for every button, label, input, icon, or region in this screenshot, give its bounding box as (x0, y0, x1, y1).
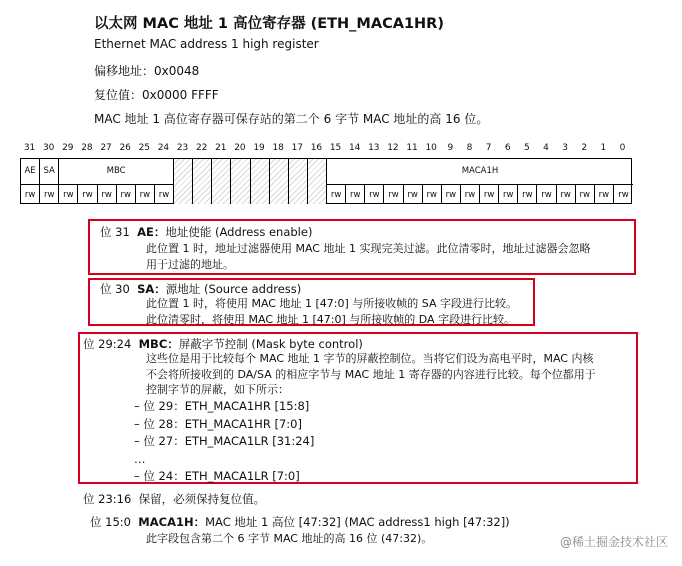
access-type-cell: rw (518, 184, 537, 204)
bit-number: 12 (387, 143, 399, 153)
field-mbc-header (83, 336, 363, 352)
bit-number: 23 (176, 143, 189, 153)
list-item: – 位 28：ETH_MACA1HR [7:0] (134, 416, 302, 431)
field-mbc-cell: MBC (59, 159, 174, 184)
field-sa-pos: 位 30 (100, 282, 130, 296)
bit-number: 15 (329, 143, 342, 153)
watermark: @稀土掘金技术社区 (559, 535, 668, 549)
access-type-cell: rw (327, 184, 346, 204)
list-item: … (134, 451, 146, 466)
field-reserved-text: 保留，必须保持复位值。 (138, 492, 266, 506)
field-mbc-title: 屏蔽字节控制 (Mask byte control) (178, 337, 363, 351)
access-type-cell: rw (537, 184, 556, 204)
field-ae-name: AE： (137, 225, 166, 239)
reserved-bit-cell (231, 159, 250, 204)
access-type-cell: rw (576, 184, 595, 204)
access-type-cell: rw (21, 184, 40, 204)
access-type-cell: rw (423, 184, 442, 204)
field-mbc-line: 不会将所接收到的 DA/SA 的相应字节与 MAC 地址 1 寄存器的内容进行比较。每个位都用于 (146, 367, 596, 381)
access-type-cell: rw (155, 184, 174, 204)
bit-number: 9 (447, 143, 454, 153)
bit-number: 16 (310, 143, 323, 153)
field-sa-title: 源地址 (Source address) (165, 282, 302, 296)
field-ae-line: 此位置 1 时，地址过滤器使用 MAC 地址 1 实现完美过滤。此位清零时，地址过滤器会忽略 (146, 242, 591, 255)
register-table (20, 158, 632, 204)
bit-number: 22 (195, 143, 208, 153)
register-description: MAC 地址 1 高位寄存器可保存站的第二个 6 字节 MAC 地址的高 16 位。 (94, 112, 489, 126)
field-sa-name: SA： (137, 282, 166, 296)
field-mbc-name: MBC： (138, 337, 179, 351)
field-maca1h-name: MACA1H： (138, 515, 206, 529)
bit-number: 5 (523, 143, 530, 153)
field-mbc-list (134, 398, 314, 486)
access-type-cell: rw (557, 184, 576, 204)
access-type-cell: rw (136, 184, 155, 204)
access-type-cell: rw (78, 184, 97, 204)
field-ae-header (100, 224, 312, 240)
reserved-bit-cell (270, 159, 289, 204)
field-ae-title: 地址使能 (Address enable) (165, 225, 313, 239)
access-type-cell: rw (98, 184, 117, 204)
field-reserved-pos: 位 23:16 (83, 492, 132, 506)
bit-number: 10 (425, 143, 437, 153)
offset-address: 偏移地址：0x0048 (94, 64, 200, 78)
bit-number: 21 (215, 143, 227, 153)
access-type-cell: rw (365, 184, 384, 204)
bit-number: 8 (466, 143, 473, 153)
bit-number: 25 (138, 143, 151, 153)
bit-number: 29 (62, 143, 74, 153)
access-type-cell: rw (346, 184, 365, 204)
access-type-cell: rw (40, 184, 59, 204)
access-type-cell: rw (384, 184, 403, 204)
bit-number: 13 (368, 143, 380, 153)
field-maca1h-pos: 位 15:0 (90, 515, 131, 529)
list-item: – 位 24：ETH_MACA1LR [7:0] (134, 469, 300, 483)
access-type-cell: rw (117, 184, 136, 204)
bit-number: 17 (291, 143, 304, 153)
field-sa-line: 此位清零时，将使用 MAC 地址 1 [47:0] 与所接收帧的 DA 字段进行比较。 (146, 312, 516, 326)
bit-number: 24 (157, 143, 170, 153)
field-ae-text (146, 241, 590, 272)
reset-value: 复位值：0x0000 FFFF (94, 88, 219, 102)
bit-number-row (20, 143, 632, 157)
bit-number: 26 (119, 143, 131, 153)
bit-number: 18 (272, 143, 284, 153)
bit-number: 11 (406, 143, 418, 153)
field-reserved-header (83, 491, 265, 507)
bit-number: 19 (253, 143, 265, 153)
reserved-bit-cell (308, 159, 327, 204)
field-sa-text (146, 296, 517, 327)
field-mbc-pos: 位 29:24 (83, 337, 132, 351)
access-type-cell: rw (480, 184, 499, 204)
list-item: – 位 29：ETH_MACA1HR [15:8] (134, 399, 310, 413)
bit-number: 28 (81, 143, 93, 153)
field-sa-line: 此位置 1 时，将使用 MAC 地址 1 [47:0] 与所接收帧的 SA 字段进行比较。 (146, 297, 517, 310)
field-maca1h-cell: MACA1H (461, 166, 499, 176)
reserved-bit-cell (193, 159, 212, 204)
field-ae-cell: AE (21, 159, 40, 184)
reserved-bit-cell (174, 159, 193, 204)
access-type-cell: rw (404, 184, 423, 204)
bit-number: 30 (42, 143, 55, 153)
field-sa-header (100, 281, 301, 297)
access-type-cell: rw (595, 184, 614, 204)
field-maca1h-header (90, 514, 510, 530)
bit-number: 3 (562, 143, 568, 153)
bit-number: 6 (504, 143, 511, 153)
field-mbc-line: 控制字节的屏蔽，如下所示： (146, 383, 289, 396)
page-title: 以太网 MAC 地址 1 高位寄存器 (ETH_MACA1HR) (94, 16, 444, 32)
bit-number: 31 (23, 143, 36, 153)
reserved-bit-cell (289, 159, 308, 204)
access-type-cell: rw (499, 184, 518, 204)
access-type-cell: rw (442, 184, 461, 204)
field-ae-line: 用于过滤的地址。 (146, 257, 234, 271)
bit-number: 20 (234, 143, 246, 153)
bit-number: 1 (600, 143, 607, 153)
bit-number: 27 (100, 143, 112, 153)
bit-number: 7 (485, 143, 492, 153)
access-type-cell: rw (461, 184, 480, 204)
field-maca1h-title: MAC 地址 1 高位 [47:32] (MAC address1 high [47:32]) (205, 515, 510, 529)
bit-number: 14 (348, 143, 361, 153)
field-mbc-text (146, 351, 596, 398)
reserved-bit-cell (212, 159, 231, 204)
field-maca1h-line: 此字段包含第二个 6 字节 MAC 地址的高 16 位 (47:32)。 (146, 532, 433, 545)
field-mbc-line: 这些位是用于比较每个 MAC 地址 1 字节的屏蔽控制位。当将它们设为高电平时，MAC 内核 (146, 352, 594, 365)
bit-number: 2 (581, 143, 588, 153)
list-item: – 位 27：ETH_MACA1LR [31:24] (134, 434, 315, 448)
bit-number: 0 (619, 143, 626, 153)
access-type-cell: rw (614, 184, 633, 204)
bit-number: 4 (543, 143, 549, 153)
page-subtitle: Ethernet MAC address 1 high register (94, 37, 319, 51)
access-type-cell: rw (59, 184, 78, 204)
field-ae-pos: 位 31 (100, 225, 130, 239)
field-sa-cell: SA (40, 159, 59, 184)
reserved-bit-cell (251, 159, 270, 204)
